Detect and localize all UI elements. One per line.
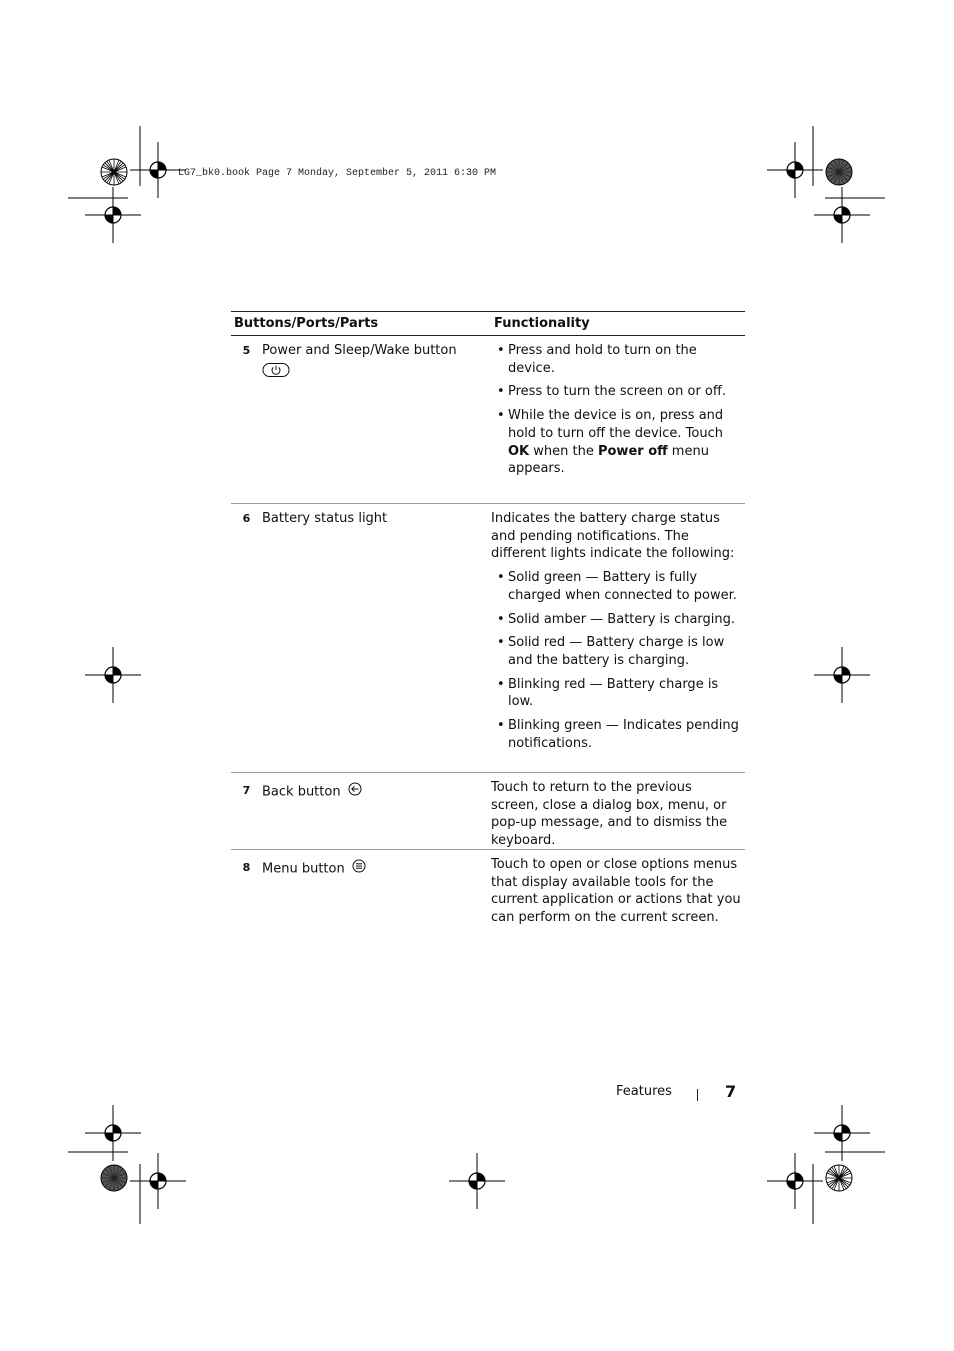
- header-parts: Buttons/Ports/Parts: [234, 316, 379, 331]
- list-item: • Blinking green — Indicates pending notifications.: [491, 717, 743, 752]
- table-row: [231, 504, 745, 773]
- menu-icon: [352, 859, 366, 879]
- table-row: [231, 850, 745, 942]
- table-header: [231, 312, 745, 336]
- row-number: 5: [242, 344, 251, 357]
- part-name: Back button: [262, 784, 341, 800]
- list-item: • Solid amber — Battery is charging.: [491, 611, 743, 629]
- list-item: • Solid green — Battery is fully charged when connected to power.: [491, 569, 743, 604]
- footer-section-label: Features: [616, 1084, 672, 1099]
- part-cell: [231, 336, 488, 503]
- part-name: Power and Sleep/Wake button: [262, 343, 457, 358]
- list-item: • Press and hold to turn on the device.: [491, 342, 743, 377]
- row-number: 7: [242, 784, 251, 797]
- header-functionality: Functionality: [494, 316, 590, 331]
- list-item: • While the device is on, press and hold to turn off the device. Touch OK when the Power off menu appears.: [491, 407, 743, 478]
- functionality-cell: [488, 336, 745, 503]
- list-item: • Solid red — Battery charge is low and the battery is charging.: [491, 634, 743, 669]
- power-icon: [262, 362, 290, 384]
- part-cell: [231, 504, 488, 772]
- part-name: Menu button: [262, 861, 345, 877]
- functionality-cell: Touch to open or close options menus that display available tools for the current application or actions that you can perform on the current screen.: [491, 857, 741, 926]
- list-item: • Press to turn the screen on or off.: [491, 383, 743, 401]
- print-slug: LG7_bk0.book Page 7 Monday, September 5, 2011 6:30 PM: [178, 168, 497, 179]
- part-cell: [231, 850, 488, 942]
- part-name: Battery status light: [262, 511, 388, 526]
- row-number: 8: [242, 861, 251, 874]
- functionality-intro: Indicates the battery charge status and pending notifications. The different lights indicate the following:: [491, 511, 735, 562]
- table-row: [231, 773, 745, 850]
- row-number: 6: [242, 512, 251, 525]
- list-item: • Blinking red — Battery charge is low.: [491, 676, 743, 711]
- back-arrow-icon: [348, 782, 362, 802]
- table-row: [231, 336, 745, 504]
- functionality-cell: [488, 504, 745, 772]
- part-cell: [231, 773, 488, 849]
- features-table: [231, 311, 745, 942]
- functionality-cell: Touch to return to the previous screen, close a dialog box, menu, or pop-up message, and to dismiss the keyboard.: [491, 780, 728, 849]
- page-number: 7: [725, 1082, 737, 1101]
- footer-separator: [697, 1089, 698, 1101]
